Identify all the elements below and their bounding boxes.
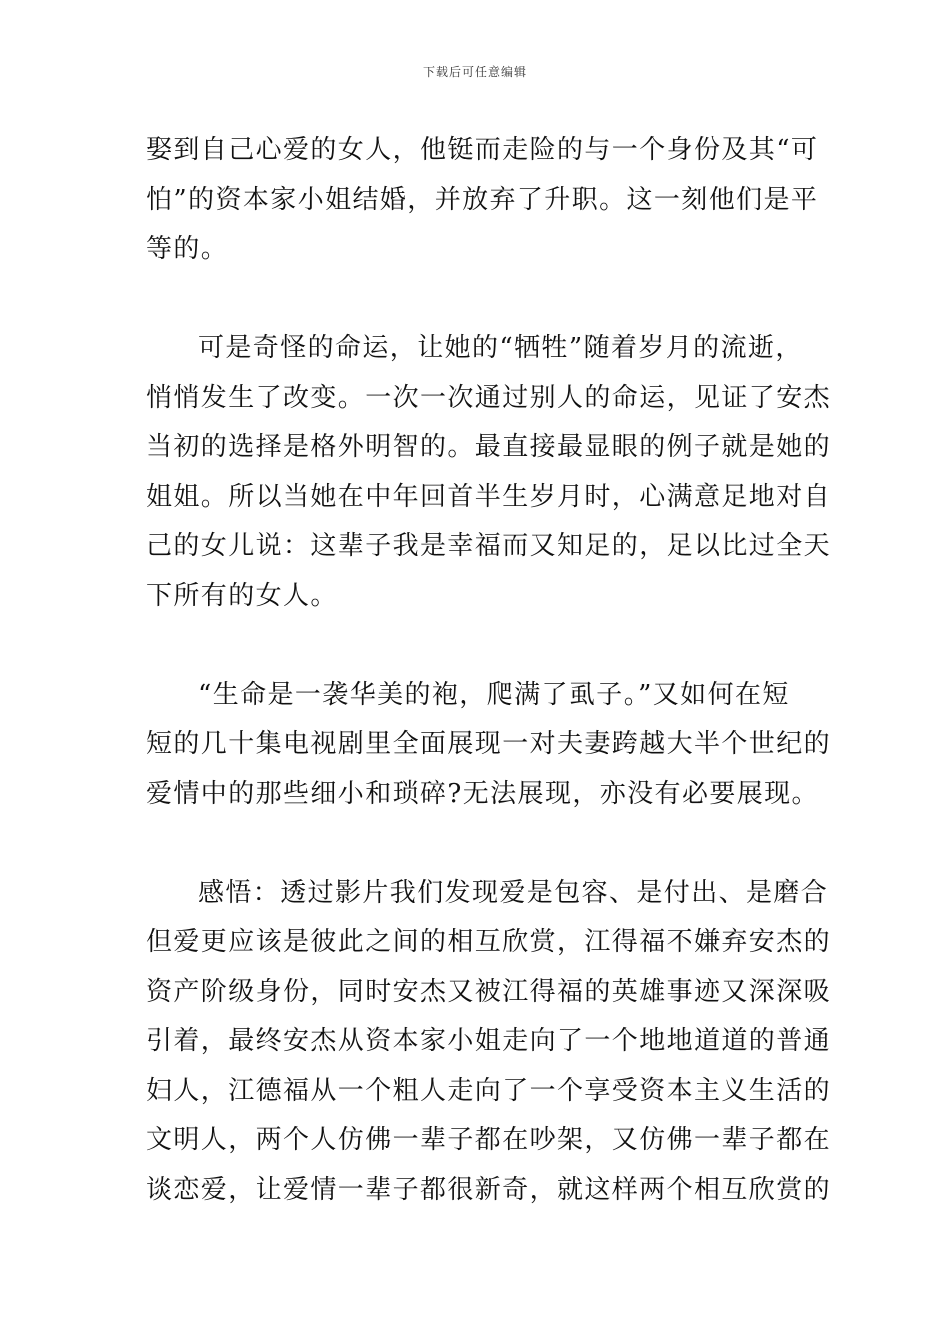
- text-line: 当初的选择是格外明智的。最直接最显眼的例子就是她的: [146, 432, 832, 462]
- text-line: 感悟：透过影片我们发现爱是包容、是付出、是磨合: [198, 878, 829, 908]
- text-line: 姐姐。所以当她在中年回首半生岁月时，心满意足地对自: [146, 482, 832, 512]
- text-line: 悄悄发生了改变。一次一次通过别人的命运，见证了安杰: [146, 383, 832, 413]
- text-line: 谈恋爱，让爱情一辈子都很新奇，就这样两个相互欣赏的: [146, 1175, 832, 1205]
- text-line: 妇人，江德福从一个粗人走向了一个享受资本主义生活的: [146, 1076, 832, 1106]
- text-line: 短的几十集电视剧里全面展现一对夫妻跨越大半个世纪的: [146, 729, 832, 759]
- text-line: 但爱更应该是彼此之间的相互欣赏，江得福不嫌弃安杰的: [146, 927, 832, 957]
- text-line: 娶到自己心爱的女人，他铤而走险的与一个身份及其“可: [146, 135, 819, 165]
- text-line: 下所有的女人。: [146, 581, 338, 611]
- text-line: 己的女儿说：这辈子我是幸福而又知足的，足以比过全天: [146, 531, 832, 561]
- text-line: 文明人，两个人仿佛一辈子都在吵架，又仿佛一辈子都在: [146, 1125, 832, 1155]
- text-line: 怕”的资本家小姐结婚，并放弃了升职。这一刻他们是平: [146, 185, 819, 215]
- text-line: 资产阶级身份，同时安杰又被江得福的英雄事迹又深深吸: [146, 977, 832, 1007]
- page-header: 下载后可任意编辑: [422, 65, 527, 79]
- text-line: 可是奇怪的命运，让她的“牺牲”随着岁月的流逝，: [198, 333, 803, 363]
- text-line: “生命是一袭华美的袍，爬满了虱子。”又如何在短: [198, 680, 790, 710]
- text-line: 引着，最终安杰从资本家小姐走向了一个地地道道的普通: [146, 1026, 832, 1056]
- text-line: 爱情中的那些细小和琐碎?无法展现，亦没有必要展现。: [146, 779, 819, 809]
- text-line: 等的。: [146, 234, 229, 264]
